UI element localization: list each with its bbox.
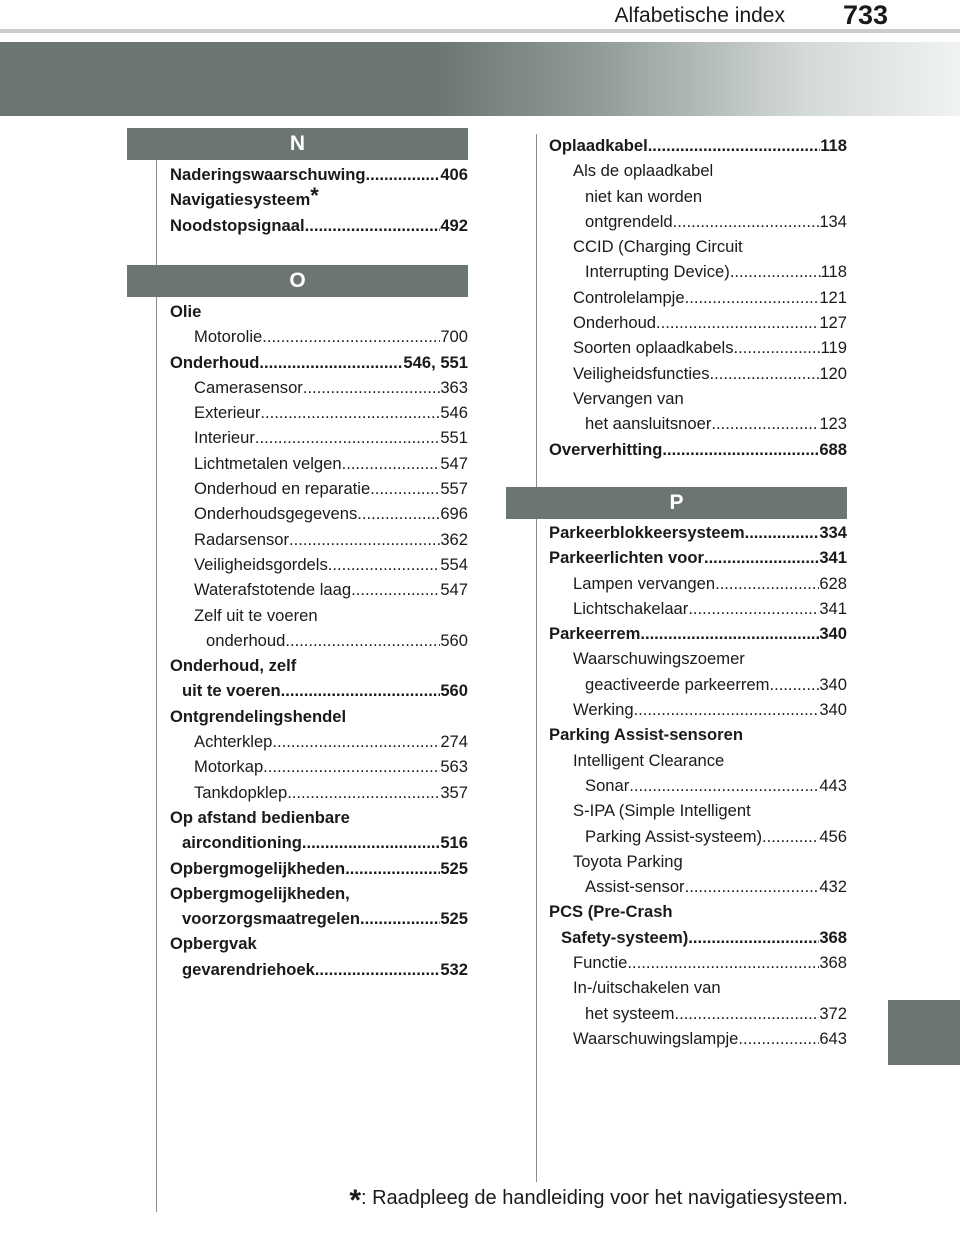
- index-entry-term: Intelligent Clearance: [573, 750, 725, 770]
- index-entry: [549, 209, 847, 234]
- index-entry: [170, 299, 468, 324]
- index-entry-term: Zelf uit te voeren: [194, 605, 318, 625]
- index-entry-page: 119: [820, 338, 847, 358]
- index-entry-term: uit te voeren: [182, 681, 281, 701]
- dot-leader: [640, 621, 819, 646]
- index-entry: [549, 1026, 847, 1051]
- index-entry-page: 340: [819, 700, 847, 720]
- index-entry: [170, 603, 468, 628]
- index-entry: [170, 780, 468, 805]
- index-entry-page: 341: [819, 598, 847, 618]
- dot-leader: [685, 874, 820, 899]
- index-entry-page: 406: [440, 165, 468, 184]
- page-number: 733: [842, 0, 888, 30]
- dot-leader: [357, 501, 440, 526]
- index-list-n: [170, 162, 468, 238]
- header-banner: [0, 42, 960, 116]
- index-entry: [170, 805, 468, 830]
- index-entry: [549, 849, 847, 874]
- index-entry: [170, 830, 468, 855]
- index-entry-term: Veiligheidsgordels: [194, 554, 328, 574]
- dot-leader: [305, 213, 441, 238]
- index-entry: [170, 476, 468, 501]
- index-entry: [549, 798, 847, 823]
- index-entry-page: 563: [440, 757, 468, 777]
- index-entry-term: CCID (Charging Circuit: [573, 237, 743, 257]
- dot-leader: [738, 1026, 819, 1051]
- index-entry: [170, 162, 468, 187]
- dot-leader: [345, 856, 440, 881]
- index-entry: [549, 773, 847, 798]
- index-entry-page: 357: [440, 782, 468, 802]
- index-entry-page: 547: [440, 453, 468, 473]
- index-entry: [549, 571, 847, 596]
- index-entry-term: Ontgrendelingshendel: [170, 706, 347, 726]
- dot-leader: [315, 957, 441, 982]
- index-entry-term: Vervangen van: [573, 388, 684, 408]
- dot-leader: [648, 133, 821, 158]
- index-entry-page: 547: [440, 580, 468, 600]
- index-entry-page: 432: [819, 877, 847, 897]
- index-entry: [170, 906, 468, 931]
- index-entry-term: airconditioning: [182, 833, 302, 853]
- letter-header-o: O: [127, 265, 468, 297]
- index-entry: [549, 411, 847, 436]
- footnote-marker: *: [349, 1184, 361, 1217]
- index-entry: [170, 881, 468, 906]
- index-entry-term: Noodstopsignaal: [170, 215, 305, 235]
- index-entry-page: 123: [819, 414, 847, 434]
- index-entry-term: Werking: [573, 700, 634, 720]
- index-entry: [170, 552, 468, 577]
- index-entry-page: 525: [440, 858, 468, 878]
- index-entry: [170, 375, 468, 400]
- index-entry: [170, 678, 468, 703]
- index-entry: [549, 184, 847, 209]
- index-entry: [549, 899, 847, 924]
- index-entry-term: S-IPA (Simple Intelligent: [573, 801, 751, 821]
- index-entry-term: gevarendriehoek: [182, 959, 315, 979]
- index-entry: [170, 425, 468, 450]
- index-entry-term: Achterklep: [194, 732, 273, 752]
- index-entry-term: Camerasensor: [194, 377, 303, 397]
- dot-leader: [673, 209, 820, 234]
- index-entry-term: Als de oplaadkabel: [573, 161, 714, 181]
- dot-leader: [272, 729, 440, 754]
- index-entry-term: onderhoud: [206, 630, 286, 650]
- footnote: [349, 1178, 848, 1217]
- index-entry: [549, 722, 847, 747]
- index-entry-term: ontgrendeld: [585, 211, 673, 231]
- index-entry-term: Waterafstotende laag: [194, 580, 352, 600]
- dot-leader: [662, 437, 819, 462]
- left-column-divider: [156, 150, 157, 1212]
- index-entry-page: 334: [819, 523, 847, 542]
- dot-leader: [262, 324, 440, 349]
- index-entry: [549, 158, 847, 183]
- index-entry-term: Op afstand bedienbare: [170, 807, 350, 827]
- index-entry-page: 443: [819, 775, 847, 795]
- index-entry-term: Parkeerrem: [549, 624, 641, 644]
- index-entry-term: Opbergmogelijkheden,: [170, 883, 350, 903]
- index-entry: [170, 451, 468, 476]
- index-entry: [549, 545, 847, 570]
- index-entry-term: Safety-systeem): [561, 927, 689, 947]
- index-entry-page: 121: [819, 287, 847, 307]
- index-entry-term: Toyota Parking: [573, 851, 683, 871]
- index-entry-term: Lichtmetalen velgen: [194, 453, 342, 473]
- index-entry-term: Motorkap: [194, 757, 264, 777]
- index-entry-term: Opbergvak: [170, 934, 257, 954]
- index-entry-term: Soorten oplaadkabels: [573, 338, 734, 358]
- index-entry: [170, 577, 468, 602]
- dot-leader: [629, 773, 819, 798]
- index-entry: [170, 754, 468, 779]
- index-entry-term: Oververhitting: [549, 439, 663, 459]
- index-entry-term: Tankdopklep: [194, 782, 288, 802]
- index-entry: [170, 501, 468, 526]
- index-entry-page: 492: [440, 215, 468, 235]
- index-entry-term: Functie: [573, 953, 628, 973]
- index-entry-term: Controlelampje: [573, 287, 685, 307]
- dot-leader: [762, 824, 819, 849]
- index-entry-term: Lichtschakelaar: [573, 598, 689, 618]
- index-entry-term: geactiveerde parkeerrem: [585, 674, 770, 694]
- index-entry-term: Interieur: [194, 428, 255, 448]
- index-entry-page: 700: [440, 327, 468, 347]
- index-entry-page: 340: [819, 624, 847, 644]
- index-list-p: [549, 520, 847, 1051]
- dot-leader: [734, 335, 821, 360]
- index-entry-term: PCS (Pre-Crash: [549, 902, 673, 922]
- index-entry: [549, 361, 847, 386]
- index-entry-term: Motorolie: [194, 327, 263, 347]
- index-entry: [549, 748, 847, 773]
- index-entry: [170, 183, 468, 212]
- index-entry-page: 368: [819, 927, 847, 947]
- index-entry-page: 525: [440, 909, 468, 929]
- index-entry-page: 560: [440, 630, 468, 650]
- index-entry-term: Navigatiesysteem: [170, 190, 311, 210]
- index-entry: [549, 437, 847, 462]
- index-entry: [549, 874, 847, 899]
- index-entry-term: Onderhoud: [170, 352, 260, 372]
- index-entry-page: 363: [440, 377, 468, 397]
- dot-leader: [634, 697, 820, 722]
- index-entry: [549, 520, 847, 545]
- index-entry-term: Veiligheidsfuncties: [573, 363, 710, 383]
- index-entry-term: Naderingswaarschuwing: [170, 165, 366, 184]
- index-entry-term: Exterieur: [194, 403, 261, 423]
- footnote-reference: *: [310, 183, 319, 209]
- index-entry-term: Assist-sensor: [585, 877, 685, 897]
- dot-leader: [302, 830, 440, 855]
- dot-leader: [715, 571, 819, 596]
- index-entry-page: 456: [819, 826, 847, 846]
- index-entry: [170, 400, 468, 425]
- index-entry-term: Parkeerlichten voor: [549, 548, 704, 568]
- dot-leader: [303, 375, 440, 400]
- footnote-text: : Raadpleeg de handleiding voor het navigatiesysteem.: [361, 1187, 848, 1209]
- dot-leader: [342, 451, 441, 476]
- index-entry: [549, 133, 847, 158]
- index-entry: [549, 975, 847, 1000]
- dot-leader: [656, 310, 819, 335]
- right-column-divider: [536, 134, 537, 1182]
- index-entry: [549, 259, 847, 284]
- index-entry-page: 372: [819, 1003, 847, 1023]
- index-entry-term: In-/uitschakelen van: [573, 978, 721, 998]
- index-entry-page: 341: [819, 548, 847, 568]
- index-entry: [549, 925, 847, 950]
- index-entry-term: Oplaadkabel: [549, 136, 648, 155]
- dot-leader: [769, 672, 819, 697]
- header-rule: [0, 29, 960, 33]
- dot-leader: [711, 411, 819, 436]
- index-entry-page: 118: [820, 136, 847, 155]
- dot-leader: [289, 527, 440, 552]
- index-entry-term: Olie: [170, 302, 202, 321]
- index-entry: [170, 350, 468, 375]
- index-entry-page: 134: [819, 211, 847, 231]
- index-entry-page: 532: [440, 959, 468, 979]
- index-entry-page: 643: [819, 1028, 847, 1048]
- index-entry: [549, 335, 847, 360]
- dot-leader: [627, 950, 819, 975]
- index-entry-term: Onderhoud, zelf: [170, 656, 297, 676]
- index-entry: [170, 729, 468, 754]
- index-entry: [549, 386, 847, 411]
- index-entry-term: Waarschuwingslampje: [573, 1028, 739, 1048]
- index-entry-term: Lampen vervangen: [573, 573, 716, 593]
- letter-header-p: P: [506, 487, 847, 519]
- index-entry: [170, 628, 468, 653]
- index-entry: [549, 672, 847, 697]
- index-entry-page: 554: [440, 554, 468, 574]
- index-entry: [170, 957, 468, 982]
- index-entry-term: Onderhoudsgegevens: [194, 504, 358, 524]
- dot-leader: [287, 780, 440, 805]
- index-entry-term: niet kan worden: [585, 186, 703, 206]
- index-entry-term: Sonar: [585, 775, 630, 795]
- index-entry-page: 127: [819, 313, 847, 333]
- index-entry-page: 516: [440, 833, 468, 853]
- index-entry-term: Interrupting Device): [585, 262, 730, 282]
- index-entry: [170, 856, 468, 881]
- index-entry-term: Parkeerblokkeersysteem: [549, 523, 745, 542]
- dot-leader: [745, 520, 820, 545]
- chapter-tab-marker: [888, 1000, 960, 1065]
- index-entry-term: Parking Assist-sensoren: [549, 725, 743, 745]
- index-entry: [549, 646, 847, 671]
- index-entry-term: Onderhoud: [573, 313, 657, 333]
- dot-leader: [366, 162, 441, 187]
- index-entry: [549, 310, 847, 335]
- index-entry-page: 688: [819, 439, 847, 459]
- dot-leader: [688, 596, 819, 621]
- dot-leader: [328, 552, 441, 577]
- dot-leader: [688, 925, 819, 950]
- index-entry: [549, 824, 847, 849]
- index-entry: [549, 950, 847, 975]
- dot-leader: [351, 577, 440, 602]
- dot-leader: [260, 400, 440, 425]
- dot-leader: [370, 476, 440, 501]
- index-entry-page: 546: [440, 403, 468, 423]
- index-entry-term: Opbergmogelijkheden: [170, 858, 346, 878]
- index-entry-page: 120: [819, 363, 847, 383]
- index-entry-term: het systeem: [585, 1003, 675, 1023]
- section-title: Alfabetische index: [614, 4, 785, 27]
- index-entry-page: 368: [819, 953, 847, 973]
- index-entry-term: Onderhoud en reparatie: [194, 479, 371, 499]
- dot-leader: [285, 628, 440, 653]
- index-entry: [170, 324, 468, 349]
- index-entry: [549, 621, 847, 646]
- dot-leader: [704, 545, 819, 570]
- index-entry-page: 551: [440, 428, 468, 448]
- dot-leader: [730, 259, 821, 284]
- index-entry-page: 557: [440, 479, 468, 499]
- dot-leader: [685, 285, 820, 310]
- dot-leader: [281, 678, 441, 703]
- index-list-o: [170, 299, 468, 982]
- index-entry-page: 696: [440, 504, 468, 524]
- dot-leader: [255, 425, 440, 450]
- dot-leader: [674, 1001, 819, 1026]
- index-entry: [170, 653, 468, 678]
- index-entry: [170, 931, 468, 956]
- dot-leader: [259, 350, 403, 375]
- index-entry-page: 560: [440, 681, 468, 701]
- index-entry-term: Radarsensor: [194, 529, 290, 549]
- dot-leader: [710, 361, 820, 386]
- letter-header-n: N: [127, 128, 468, 160]
- index-entry: [549, 697, 847, 722]
- index-entry-term: het aansluitsnoer: [585, 414, 712, 434]
- index-entry: [549, 596, 847, 621]
- index-entry-term: voorzorgsmaatregelen: [182, 909, 360, 929]
- index-entry-term: Waarschuwingszoemer: [573, 649, 745, 669]
- index-entry-page: 118: [820, 262, 847, 282]
- index-entry-page: 362: [440, 529, 468, 549]
- index-entry: [170, 527, 468, 552]
- dot-leader: [263, 754, 440, 779]
- index-entry-page: 546, 551: [403, 352, 468, 372]
- index-entry-term: Parking Assist-systeem): [585, 826, 763, 846]
- index-list-o-continued: [549, 133, 847, 462]
- index-entry-page: 274: [440, 732, 468, 752]
- index-entry-page: 628: [819, 573, 847, 593]
- index-entry: [170, 213, 468, 238]
- index-entry: [170, 704, 468, 729]
- index-entry: [549, 234, 847, 259]
- index-entry-page: 340: [819, 674, 847, 694]
- index-entry: [549, 285, 847, 310]
- index-entry: [549, 1001, 847, 1026]
- dot-leader: [360, 906, 440, 931]
